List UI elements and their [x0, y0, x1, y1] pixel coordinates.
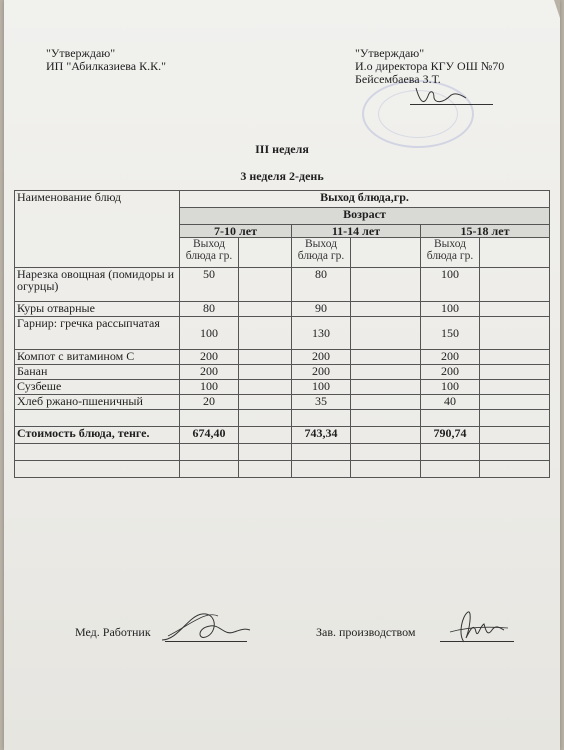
medic-label: Мед. Работник — [75, 625, 151, 639]
director-signature — [410, 84, 470, 108]
cost-value: 790,74 — [421, 427, 480, 444]
table-row — [15, 302, 550, 317]
dish-value: 200 — [421, 350, 480, 365]
dish-value: 40 — [421, 395, 480, 410]
dish-value: 100 — [421, 302, 480, 317]
cost-value: 674,40 — [180, 427, 239, 444]
dish-value: 100 — [180, 317, 239, 350]
approval-left — [46, 47, 166, 73]
dish-value: 50 — [180, 268, 239, 302]
day-title: 3 неделя 2-день — [240, 169, 324, 183]
approval-left-line2: ИП "Абилказиева К.К." — [46, 59, 167, 73]
dish-name: Компот с витамином С — [15, 350, 180, 365]
dish-name: Гарнир: гречка рассыпчатая — [15, 317, 180, 350]
page-corner — [554, 0, 560, 18]
approval-left-line1: "Утверждаю" — [46, 46, 116, 60]
table-row — [15, 380, 550, 395]
cost-row — [15, 427, 550, 444]
cost-value: 743,34 — [292, 427, 351, 444]
table-row — [15, 350, 550, 365]
production-signature — [444, 608, 514, 648]
table-row — [15, 365, 550, 380]
dish-value: 100 — [180, 380, 239, 395]
approval-right-line2: И.о директора КГУ ОШ №70 — [355, 59, 505, 73]
header-dish-name: Наименование блюд — [15, 191, 180, 268]
header-age: Возраст — [180, 208, 550, 225]
week-title: III неделя — [255, 142, 309, 156]
dish-value: 130 — [292, 317, 351, 350]
sub-header-1: Выход блюда гр. — [180, 238, 239, 268]
dish-value: 80 — [292, 268, 351, 302]
sub-header-3: Выход блюда гр. — [421, 238, 480, 268]
table-row — [15, 395, 550, 410]
empty-row — [15, 444, 550, 461]
dish-name: Хлеб ржано-пшеничный — [15, 395, 180, 410]
dish-value: 200 — [180, 365, 239, 380]
dish-value: 200 — [292, 350, 351, 365]
medic-signature — [158, 606, 254, 646]
dish-value: 80 — [180, 302, 239, 317]
sub-header-2: Выход блюда гр. — [292, 238, 351, 268]
dish-name: Куры отварные — [15, 302, 180, 317]
menu-table — [14, 190, 550, 478]
dish-value: 90 — [292, 302, 351, 317]
empty-row — [15, 410, 550, 427]
cost-label: Стоимость блюда, тенге. — [15, 427, 180, 444]
table-row — [15, 268, 550, 302]
age-group-2: 11-14 лет — [292, 225, 421, 238]
dish-value: 200 — [180, 350, 239, 365]
dish-value: 100 — [421, 268, 480, 302]
dish-value: 200 — [421, 365, 480, 380]
dish-value: 100 — [292, 380, 351, 395]
dish-value: 20 — [180, 395, 239, 410]
approval-right — [355, 47, 504, 86]
approval-right-line1: "Утверждаю" — [355, 46, 425, 60]
production-label: Зав. производством — [316, 625, 416, 639]
approval-right-line3: Бейсембаева З.Т. — [355, 72, 441, 86]
age-group-1: 7-10 лет — [180, 225, 292, 238]
dish-value: 200 — [292, 365, 351, 380]
dish-value: 100 — [421, 380, 480, 395]
age-group-3: 15-18 лет — [421, 225, 550, 238]
table-row — [15, 317, 550, 350]
dish-value: 150 — [421, 317, 480, 350]
dish-name: Банан — [15, 365, 180, 380]
dish-name: Сузбеше — [15, 380, 180, 395]
dish-value: 35 — [292, 395, 351, 410]
dish-name: Нарезка овощная (помидоры и огурцы) — [15, 268, 180, 302]
header-output: Выход блюда,гр. — [180, 191, 550, 208]
empty-row — [15, 461, 550, 478]
